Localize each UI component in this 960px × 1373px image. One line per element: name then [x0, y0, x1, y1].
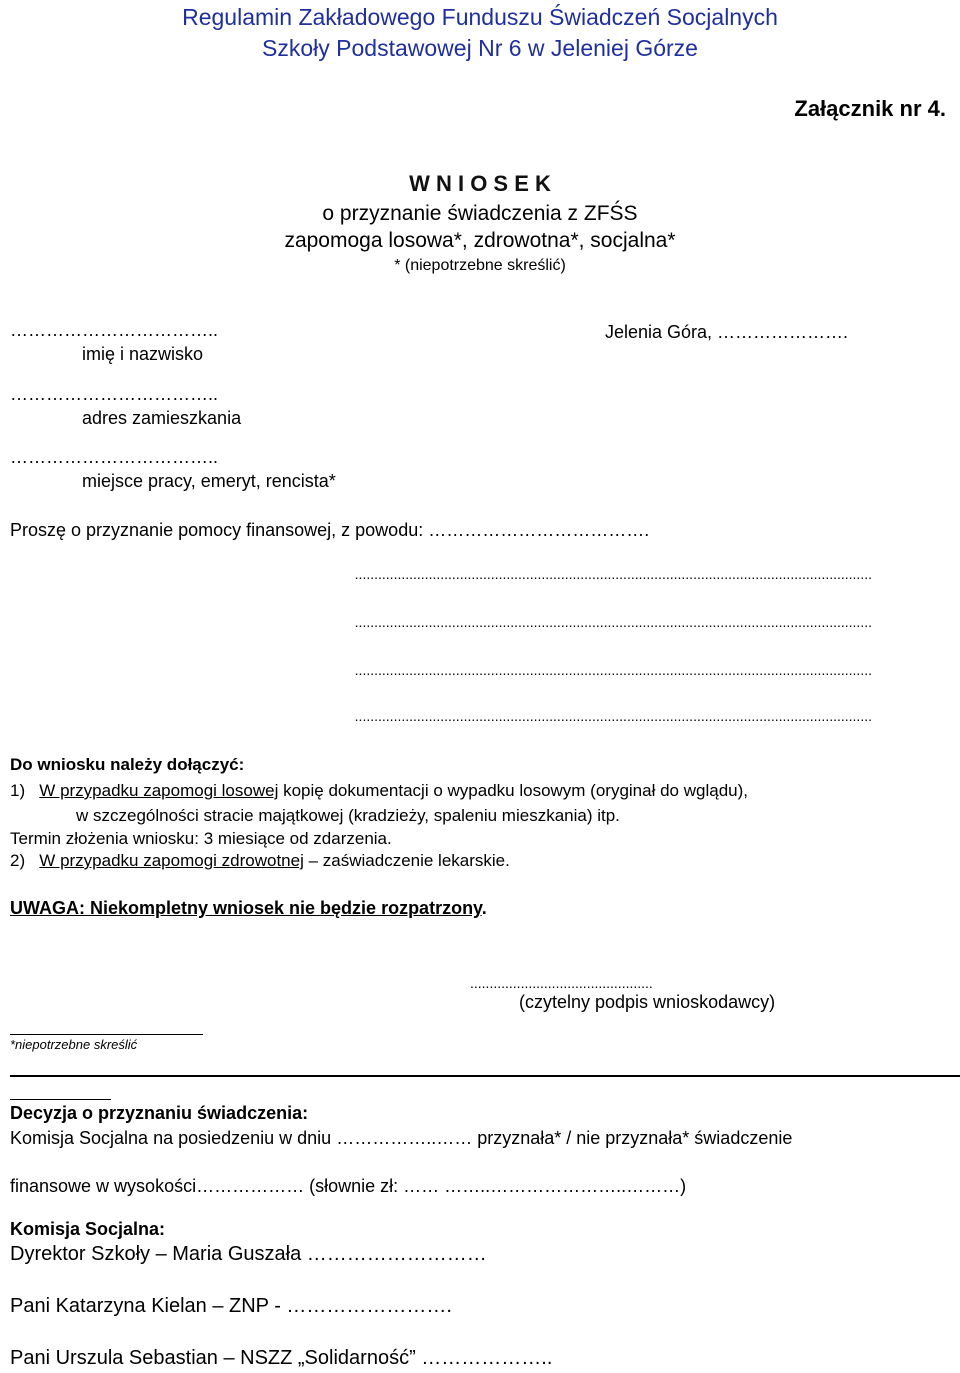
section-divider [10, 1075, 960, 1077]
work-field-label: miejsce pracy, emeryt, rencista* [82, 471, 336, 491]
attachment-item-2 [10, 851, 510, 871]
warning-text [10, 898, 487, 919]
address-field-label: adres zamieszkania [82, 408, 242, 428]
committee-member-1[interactable]: Dyrektor Szkoły – Maria Guszała ……………………… [10, 1243, 487, 1265]
name-field-dots[interactable]: …………………………….. [10, 320, 219, 340]
work-field-dots[interactable]: …………………………….. [10, 447, 219, 467]
attachments-heading: Do wniosku należy dołączyć: [10, 755, 245, 774]
place-date-field[interactable]: Jelenia Góra, …………………. [605, 322, 849, 342]
reason-field[interactable]: Proszę o przyznanie pomocy finansowej, z powodu: ………………………………. [10, 520, 650, 540]
header-title-line2: Szkoły Podstawowej Nr 6 w Jeleniej Górze [262, 35, 698, 61]
item-1-text: kopię dokumentacji o wypadku losowym (oryginał do wglądu), [278, 781, 748, 800]
form-title: W N I O S E K [409, 171, 551, 196]
footnote-text: *niepotrzebne skreślić [10, 1037, 138, 1052]
attachment-item-1-continued: w szczególności stracie majątkowej (kradzieży, spaleniu mieszkania) itp. [76, 806, 620, 825]
reason-line-3[interactable]: ..................................................................................................................................... [354, 662, 872, 678]
decision-mark-line [10, 1099, 111, 1100]
item-2-number: 2) [10, 851, 26, 870]
form-subtitle-1: o przyznanie świadczenia z ZFŚS [322, 202, 638, 225]
committee-heading: Komisja Socjalna: [10, 1219, 166, 1239]
warning-period: . [481, 898, 487, 918]
form-note: * (niepotrzebne skreślić) [394, 257, 566, 274]
attachment-number: Załącznik nr 4. [794, 96, 946, 121]
reason-line-2[interactable]: ..................................................................................................................................... [354, 614, 872, 630]
signature-field[interactable]: ............................................... [470, 975, 653, 991]
address-field-dots[interactable]: …………………………….. [10, 384, 219, 404]
signature-label: (czytelny podpis wnioskodawcy) [519, 992, 776, 1012]
name-field-label: imię i nazwisko [82, 344, 204, 364]
form-subtitle-2: zapomoga losowa*, zdrowotna*, socjalna* [284, 229, 676, 252]
item-2-text: – zaświadczenie lekarskie. [303, 851, 510, 870]
attachment-item-1 [10, 781, 748, 801]
deadline-text: Termin złożenia wniosku: 3 miesiące od zdarzenia. [10, 829, 392, 848]
item-1-number: 1) [10, 781, 26, 800]
item-2-heading: W przypadku zapomogi zdrowotnej [39, 851, 304, 870]
footnote-separator [10, 1034, 203, 1035]
reason-line-1[interactable]: ..................................................................................................................................... [354, 566, 872, 582]
decision-heading: Decyzja o przyznaniu świadczenia: [10, 1103, 309, 1123]
decision-line-2[interactable]: finansowe w wysokości……………… (słownie zł: …… ……..…………………..………) [10, 1176, 687, 1196]
reason-line-4[interactable]: ..................................................................................................................................... [354, 708, 872, 724]
header-title-line1: Regulamin Zakładowego Funduszu Świadczeń Socjalnych [182, 4, 778, 30]
item-1-heading: W przypadku zapomogi losowej [39, 781, 279, 800]
committee-member-3[interactable]: Pani Urszula Sebastian – NSZZ „Solidarność” ……………….. [10, 1347, 553, 1369]
decision-line-1[interactable]: Komisja Socjalna na posiedzeniu w dniu ……………..…… przyznała* / nie przyznała* świadczenie [10, 1128, 793, 1148]
warning-underlined: UWAGA: Niekompletny wniosek nie będzie rozpatrzony [10, 898, 482, 918]
committee-member-2[interactable]: Pani Katarzyna Kielan – ZNP - ……………………. [10, 1295, 452, 1317]
